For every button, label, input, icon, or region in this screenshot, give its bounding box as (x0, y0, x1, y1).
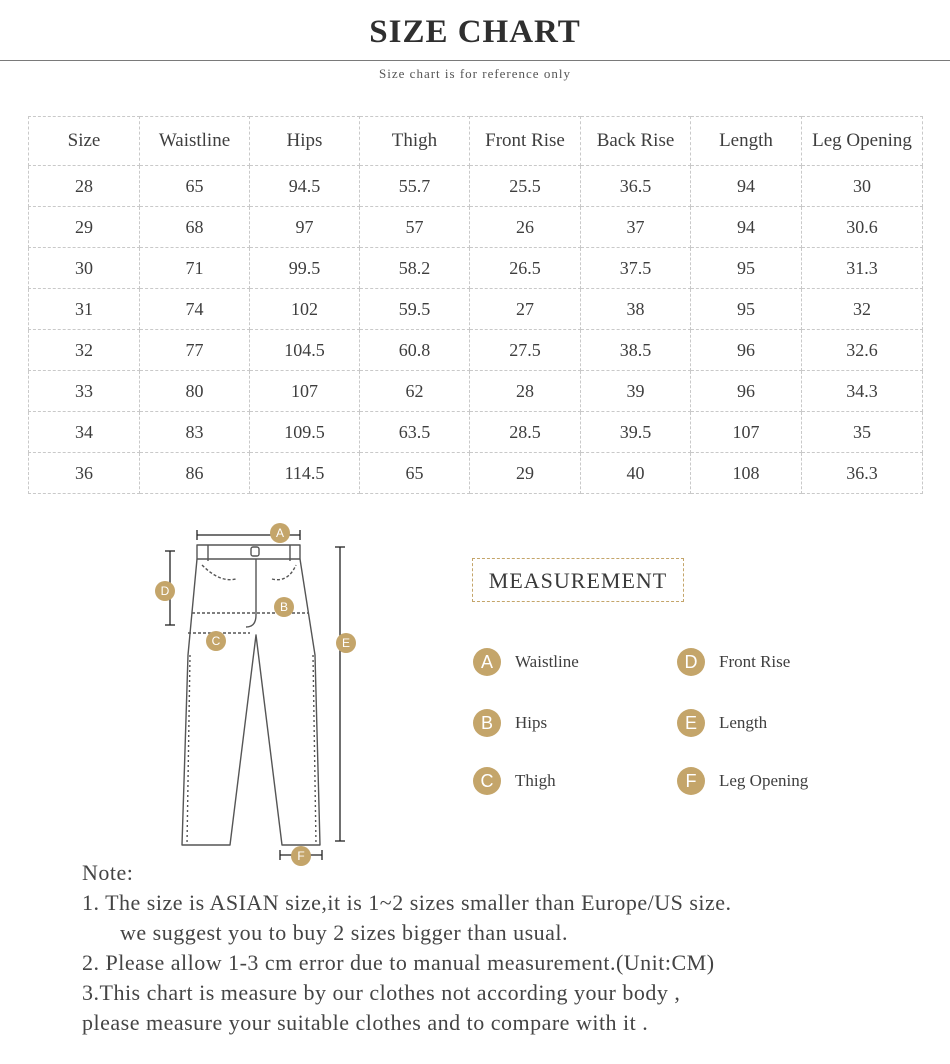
table-row (29, 207, 923, 248)
table-cell: 114.5 (250, 453, 360, 494)
table-cell: 83 (140, 412, 250, 453)
table-cell: 109.5 (250, 412, 360, 453)
column-header: Size (29, 117, 140, 166)
table-cell: 28 (470, 371, 581, 412)
table-cell: 35 (802, 412, 923, 453)
note-line: 1. The size is ASIAN size,it is 1~2 sizes smaller than Europe/US size. (82, 890, 732, 915)
table-cell: 102 (250, 289, 360, 330)
table-cell: 63.5 (360, 412, 470, 453)
marker-d-icon: D (155, 581, 175, 601)
column-header: Leg Opening (802, 117, 923, 166)
table-cell: 71 (140, 248, 250, 289)
table-cell: 30 (802, 166, 923, 207)
table-cell: 65 (360, 453, 470, 494)
table-row (29, 453, 923, 494)
legend-label: Waistline (515, 652, 579, 671)
page-subtitle: Size chart is for reference only (379, 66, 571, 81)
letter-f-icon: F (677, 767, 705, 795)
table-cell: 108 (691, 453, 802, 494)
legend-item-thigh (473, 766, 556, 796)
table-cell: 94.5 (250, 166, 360, 207)
column-header: Front Rise (470, 117, 581, 166)
title-divider (0, 60, 950, 61)
pants-diagram (150, 515, 370, 870)
table-body (29, 166, 923, 494)
table-cell: 27.5 (470, 330, 581, 371)
table-row (29, 166, 923, 207)
table-cell: 95 (691, 248, 802, 289)
marker-e-icon: E (336, 633, 356, 653)
table-cell: 74 (140, 289, 250, 330)
table-cell: 95 (691, 289, 802, 330)
legend-item-front-rise (677, 647, 790, 677)
table-cell: 36.5 (581, 166, 691, 207)
table-cell: 28.5 (470, 412, 581, 453)
table-cell: 96 (691, 330, 802, 371)
table-cell: 39.5 (581, 412, 691, 453)
table-row (29, 412, 923, 453)
table-cell: 97 (250, 207, 360, 248)
table-row (29, 248, 923, 289)
column-header: Thigh (360, 117, 470, 166)
table-cell: 99.5 (250, 248, 360, 289)
table-cell: 107 (691, 412, 802, 453)
note-line: please measure your suitable clothes and to compare with it . (82, 1010, 649, 1035)
table-cell: 80 (140, 371, 250, 412)
table-cell: 37.5 (581, 248, 691, 289)
table-cell: 62 (360, 371, 470, 412)
table-header-row (29, 117, 923, 166)
table-row (29, 371, 923, 412)
measurement-title: MEASUREMENT (472, 558, 684, 602)
table-cell: 36 (29, 453, 140, 494)
table-cell: 26 (470, 207, 581, 248)
table-cell: 86 (140, 453, 250, 494)
column-header: Length (691, 117, 802, 166)
note-line: 3.This chart is measure by our clothes not according your body , (82, 980, 681, 1005)
table-cell: 38.5 (581, 330, 691, 371)
table-cell: 39 (581, 371, 691, 412)
legend-label: Thigh (515, 771, 556, 790)
letter-a-icon: A (473, 648, 501, 676)
page-title: SIZE CHART (369, 14, 581, 50)
table-cell: 60.8 (360, 330, 470, 371)
table-cell: 33 (29, 371, 140, 412)
table-cell: 34 (29, 412, 140, 453)
table-cell: 26.5 (470, 248, 581, 289)
pants-outline-icon (150, 515, 370, 870)
table-cell: 25.5 (470, 166, 581, 207)
legend-label: Front Rise (719, 652, 791, 671)
notes-section (82, 858, 932, 1038)
table-cell: 30 (29, 248, 140, 289)
table-cell: 32.6 (802, 330, 923, 371)
letter-d-icon: D (677, 648, 705, 676)
marker-f-icon: F (291, 846, 311, 866)
table-cell: 94 (691, 166, 802, 207)
table-cell: 58.2 (360, 248, 470, 289)
marker-b-icon: B (274, 597, 294, 617)
table-cell: 77 (140, 330, 250, 371)
table-cell: 28 (29, 166, 140, 207)
letter-e-icon: E (677, 709, 705, 737)
letter-c-icon: C (473, 767, 501, 795)
table-cell: 94 (691, 207, 802, 248)
table-cell: 31 (29, 289, 140, 330)
table-row (29, 289, 923, 330)
table-cell: 36.3 (802, 453, 923, 494)
marker-c-icon: C (206, 631, 226, 651)
table-cell: 38 (581, 289, 691, 330)
table-cell: 29 (470, 453, 581, 494)
column-header: Hips (250, 117, 360, 166)
legend-label: Hips (515, 713, 548, 732)
legend-label: Leg Opening (719, 771, 809, 790)
table-cell: 68 (140, 207, 250, 248)
legend-item-waistline (473, 647, 579, 677)
table-cell: 55.7 (360, 166, 470, 207)
note-line: we suggest you to buy 2 sizes bigger than usual. (120, 920, 569, 945)
table-cell: 32 (802, 289, 923, 330)
table-cell: 96 (691, 371, 802, 412)
table-cell: 34.3 (802, 371, 923, 412)
legend-item-length (677, 708, 767, 738)
table-cell: 40 (581, 453, 691, 494)
letter-b-icon: B (473, 709, 501, 737)
table-cell: 107 (250, 371, 360, 412)
table-cell: 29 (29, 207, 140, 248)
legend-label: Length (719, 713, 768, 732)
size-table (28, 116, 923, 494)
legend-item-leg-opening (677, 766, 808, 796)
legend-item-hips (473, 708, 547, 738)
table-cell: 57 (360, 207, 470, 248)
table-row (29, 330, 923, 371)
table-cell: 104.5 (250, 330, 360, 371)
table-cell: 30.6 (802, 207, 923, 248)
table-cell: 32 (29, 330, 140, 371)
table-cell: 59.5 (360, 289, 470, 330)
marker-a-icon: A (270, 523, 290, 543)
notes-heading: Note: (82, 860, 134, 885)
table-cell: 37 (581, 207, 691, 248)
table-cell: 27 (470, 289, 581, 330)
table-cell: 65 (140, 166, 250, 207)
column-header: Back Rise (581, 117, 691, 166)
column-header: Waistline (140, 117, 250, 166)
note-line: 2. Please allow 1-3 cm error due to manual measurement.(Unit:CM) (82, 950, 715, 975)
table-cell: 31.3 (802, 248, 923, 289)
